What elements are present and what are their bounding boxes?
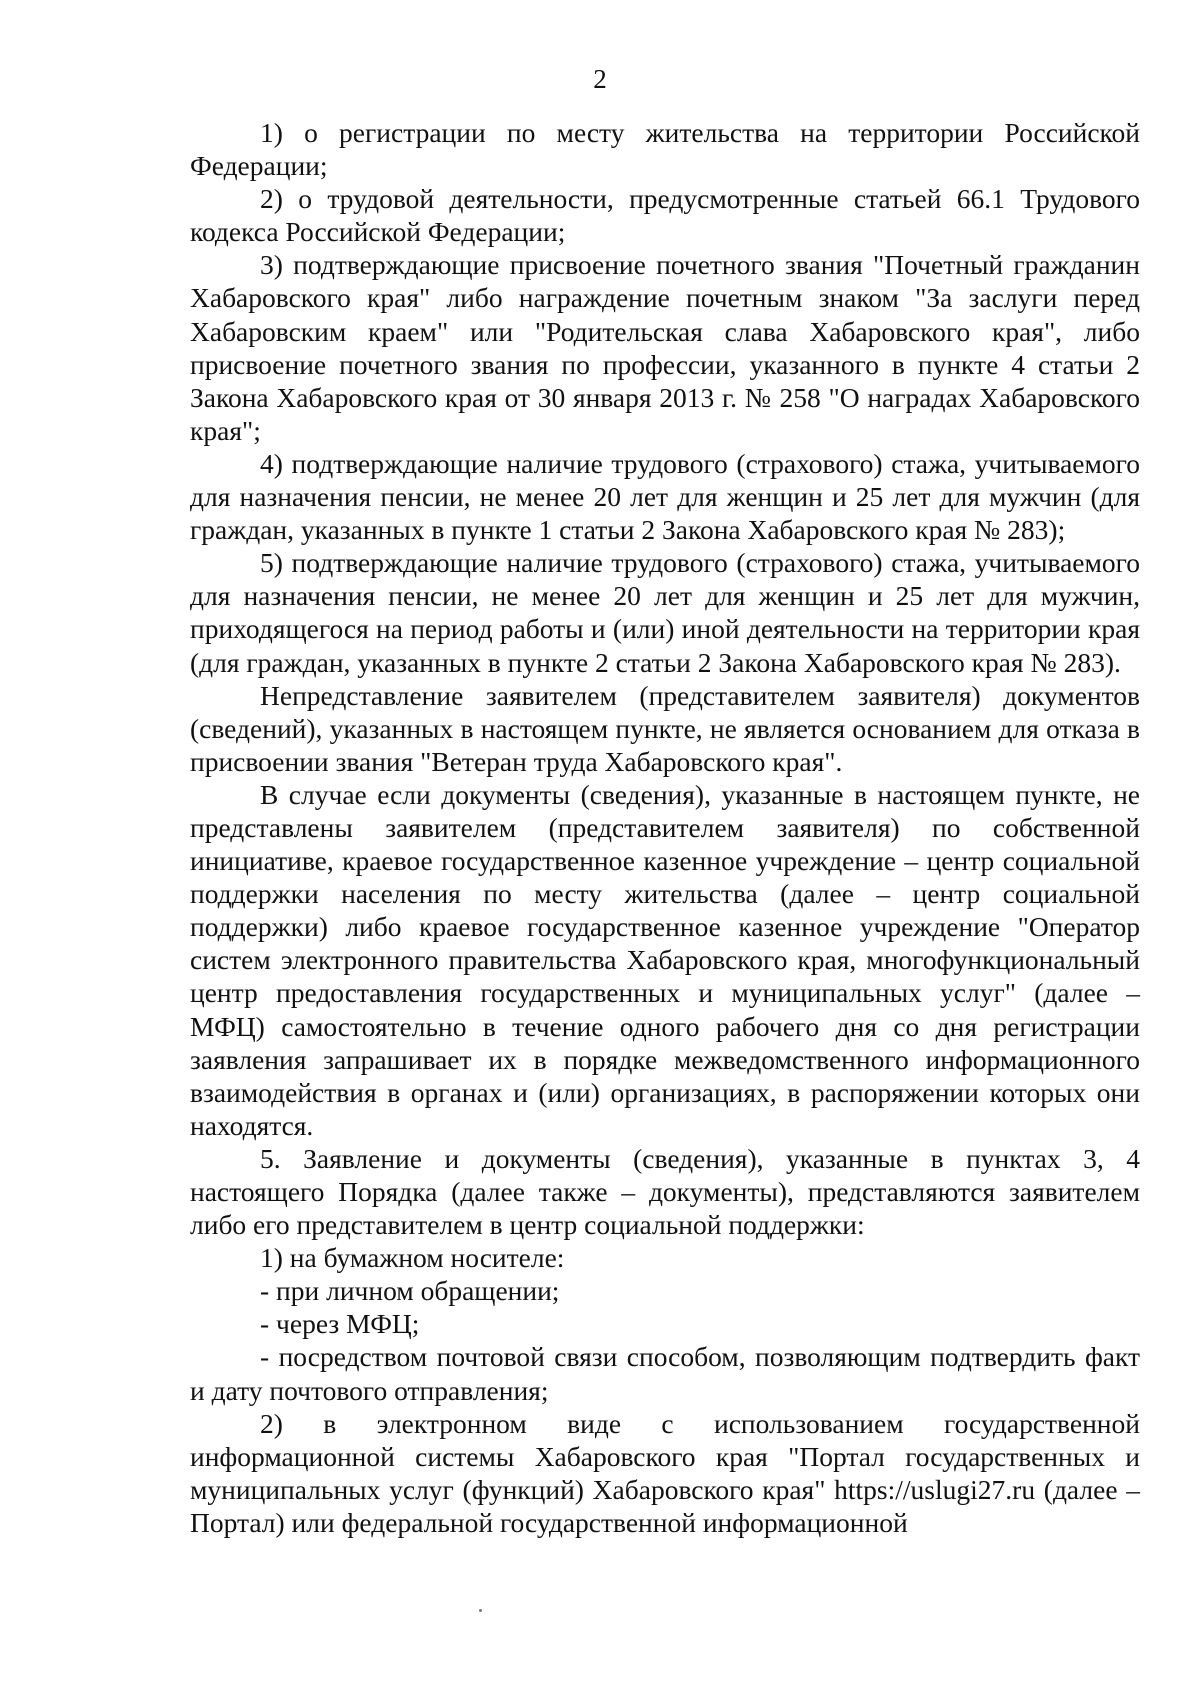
document-body [190,116,1140,1539]
paragraph-via-mfc: - через МФЦ; [260,1308,420,1340]
paragraph-section-5: 5. Заявление и документы (сведения), указанные в пунктах 3, 4 настоящего Порядка (далее также – документы), представляются заявителем либо его представителем в центр социальной поддержки: [190,1142,1140,1241]
paragraph-interagency-request: В случае если документы (сведения), указанные в настоящем пункте, не представлены заявителем (представителем заявителя) по собственной инициативе, краевое государственное казенное учреждение – центр социальной поддержки населения по месту жительства (далее – центр социальной поддержки) либо краевое государственное казенное учреждение "Оператор систем электронного правительства Хабаровского края, многофункциональный центр предоставления государственных и муниципальных услуг" (далее – МФЦ) самостоятельно в течение одного рабочего дня со дня регистрации заявления запрашивает их в порядке межведомственного информационного взаимодействия в органах и (или) организациях, в распоряжении которых они находятся. [190,778,1140,1141]
paragraph-by-post: - посредством почтовой связи способом, позволяющим подтвердить факт и дату почтового отправления; [190,1341,1140,1406]
scan-speck [479,1609,482,1612]
paragraph-non-submission: Непредставление заявителем (представителем заявителя) документов (сведений), указанных в настоящем пункте, не является основанием для отказа в присвоении звания "Ветеран труда Хабаровского края". [190,679,1140,777]
paragraph-item-2: 2) о трудовой деятельности, предусмотренные статьей 66.1 Трудового кодекса Российской Федерации; [190,183,1140,248]
paragraph-in-person: - при личном обращении; [260,1275,560,1307]
page-number: 2 [593,64,607,94]
paragraph-electronic: 2) в электронном виде с использованием государственной информационной системы Хабаровского края "Портал государственных и муниципальных услуг (функций) Хабаровского края" https://uslugi27.ru (далее – Портал) или федеральной государственной информационной [190,1407,1140,1538]
paragraph-item-3: 3) подтверждающие присвоение почетного звания "Почетный гражданин Хабаровского края" либо награждение почетным знаком "За заслуги перед Хабаровским краем" или "Родительская слава Хабаровского края", либо присвоение почетного звания по профессии, указанного в пункте 4 статьи 2 Закона Хабаровского края от 30 января 2013 г. № 258 "О наградах Хабаровского края"; [190,249,1140,446]
paragraph-item-1: 1) о регистрации по месту жительства на территории Российской Федерации; [190,117,1140,182]
paragraph-item-4: 4) подтверждающие наличие трудового (страхового) стажа, учитываемого для назначения пенсии, не менее 20 лет для женщин и 25 лет для мужчин (для граждан, указанных в пункте 1 статьи 2 Закона Хабаровского края № 283); [190,447,1140,546]
paragraph-paper-medium: 1) на бумажном носителе: [260,1242,565,1274]
paragraph-item-5: 5) подтверждающие наличие трудового (страхового) стажа, учитываемого для назначения пенсии, не менее 20 лет для женщин и 25 лет для мужчин, приходящегося на период работы и (или) иной деятельности на территории края (для граждан, указанных в пункте 2 статьи 2 Закона Хабаровского края № 283). [190,547,1140,678]
